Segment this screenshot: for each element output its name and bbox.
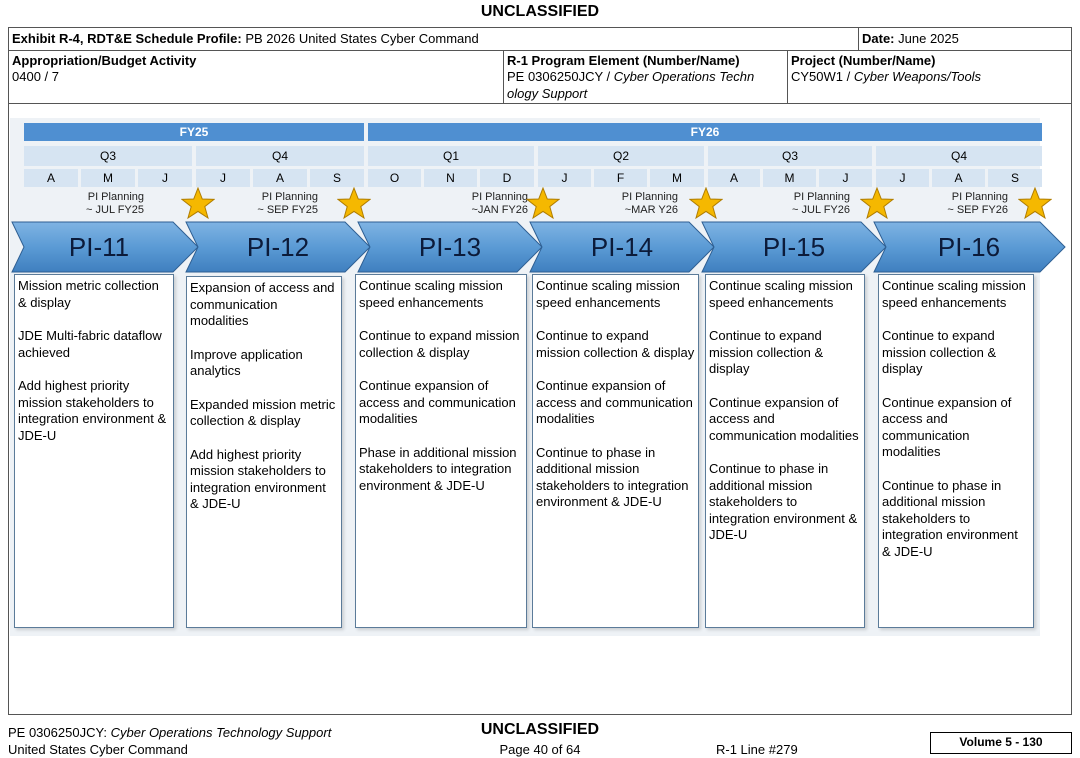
activity-column-pi-15 — [705, 274, 865, 628]
fiscal-year-bar: FY26 — [368, 123, 1042, 141]
month-cell: M — [763, 169, 816, 187]
activity-item: Add highest priority mission stakeholders to integration environment & JDE-U — [190, 446, 326, 511]
increment-label: PI-13 — [418, 232, 482, 262]
activity-item: Continue to expand mission collection & display — [882, 328, 997, 376]
activity-column-pi-12 — [186, 276, 342, 628]
month-cell: J — [138, 169, 192, 187]
r1-number: PE 0306250JCY / — [507, 69, 611, 84]
pi-planning-label: PI Planning ~ JUL FY25 — [86, 191, 144, 216]
classification-top: UNCLASSIFIED — [480, 3, 600, 20]
approp-value: 0400 / 7 — [12, 69, 59, 84]
activity-item: Improve application analytics — [190, 346, 303, 378]
footer-pe — [8, 724, 331, 741]
activity-item: Phase in additional mission stakeholders to integration environment & JDE-U — [359, 444, 517, 493]
month-cell: O — [368, 169, 421, 187]
activity-item: Continue scaling mission speed enhancements — [359, 278, 503, 310]
date-value: June 2025 — [898, 31, 959, 46]
fiscal-year-bar: FY25 — [24, 123, 364, 141]
month-cell: J — [819, 169, 872, 187]
activity-column-pi-14 — [532, 274, 699, 628]
month-cell: J — [538, 169, 591, 187]
page-number: Page 40 of 64 — [499, 742, 581, 757]
pi-planning-label: PI Planning ~ SEP FY25 — [257, 191, 318, 216]
month-cell: A — [24, 169, 78, 187]
month-cell: M — [650, 169, 704, 187]
month-cell: A — [932, 169, 985, 187]
increment-label: PI-12 — [246, 232, 310, 262]
month-cell: A — [253, 169, 307, 187]
pi-planning-label: PI Planning ~MAR Y26 — [621, 191, 678, 216]
quarter-cell: Q4 — [876, 146, 1042, 166]
r1-value-line2: ology Support — [507, 86, 588, 101]
pi-planning-label: PI Planning ~ SEP FY26 — [947, 191, 1008, 216]
exhibit-value: PB 2026 United States Cyber Command — [245, 31, 479, 46]
r1-label: R-1 Program Element (Number/Name) — [507, 53, 740, 68]
month-cell: D — [480, 169, 534, 187]
project-number: CY50W1 / — [791, 69, 851, 84]
classification-bottom: UNCLASSIFIED — [480, 721, 600, 738]
volume-box: Volume 5 - 130 — [930, 732, 1072, 754]
increment-label: PI-15 — [762, 232, 826, 262]
increment-label: PI-11 — [68, 232, 130, 262]
project-label: Project (Number/Name) — [791, 53, 936, 68]
activity-item: Expanded mission metric collection & display — [190, 396, 336, 428]
month-cell: J — [196, 169, 250, 187]
footer-pe-name: Cyber Operations Technology Support — [110, 725, 332, 740]
activity-item: Continue expansion of access and communication modalities — [536, 378, 693, 426]
activity-item: Continue scaling mission speed enhancements — [536, 278, 680, 310]
activity-item: JDE Multi-fabric dataflow achieved — [18, 328, 162, 360]
activity-item: Add highest priority mission stakeholders to integration environment & JDE-U — [18, 378, 167, 443]
month-cell: S — [310, 169, 364, 187]
activity-item: Continue to phase in additional mission stakeholders to integration environment & JDE-U — [536, 444, 689, 509]
month-cell: A — [708, 169, 760, 187]
month-cell: N — [424, 169, 477, 187]
activity-item: Expansion of access and communication modalities — [190, 280, 335, 328]
activity-item: Continue scaling mission speed enhancements — [709, 278, 853, 310]
month-cell: F — [594, 169, 647, 187]
exhibit-label: Exhibit R-4, RDT&E Schedule Profile: — [12, 31, 242, 46]
date-label: Date: — [862, 31, 895, 46]
increment-label: PI-16 — [937, 232, 1001, 262]
activity-item: Continue to expand mission collection & display — [709, 328, 824, 376]
activity-item: Continue expansion of access and communication modalities — [882, 394, 1012, 459]
footer-org: United States Cyber Command — [8, 742, 188, 757]
r1-line: R-1 Line #279 — [716, 742, 798, 757]
increment-label: PI-14 — [590, 232, 654, 262]
activity-item: Continue expansion of access and communication modalities — [359, 378, 516, 426]
activity-column-pi-13 — [355, 274, 527, 628]
quarter-cell: Q1 — [368, 146, 534, 166]
quarter-cell: Q3 — [708, 146, 872, 166]
approp-label: Appropriation/Budget Activity — [12, 53, 197, 68]
footer-pe-number: PE 0306250JCY: — [8, 725, 108, 740]
activity-column-pi-16 — [878, 274, 1034, 628]
activity-item: Continue expansion of access and communication modalities — [709, 394, 859, 443]
r1-name: Cyber Operations Techn — [613, 69, 755, 84]
pi-planning-label: PI Planning ~ JUL FY26 — [792, 191, 850, 216]
activity-item: Continue to phase in additional mission stakeholders to integration environment & JDE-U — [882, 477, 1018, 559]
activity-item: Mission metric collection & display — [18, 278, 159, 310]
quarter-cell: Q2 — [538, 146, 704, 166]
project-name: Cyber Weapons/Tools — [853, 69, 982, 84]
month-cell: M — [81, 169, 135, 187]
month-cell: J — [876, 169, 929, 187]
quarter-cell: Q3 — [24, 146, 192, 166]
pi-planning-label: PI Planning ~JAN FY26 — [471, 191, 528, 216]
activity-item: Continue to expand mission collection & display — [536, 328, 695, 360]
activity-item: Continue scaling mission speed enhancements — [882, 278, 1026, 310]
activity-column-pi-11 — [14, 274, 174, 628]
activity-item: Continue to expand mission collection & display — [359, 328, 520, 360]
month-cell: S — [988, 169, 1042, 187]
activity-item: Continue to phase in additional mission stakeholders to integration environment & JDE-U — [709, 461, 858, 542]
quarter-cell: Q4 — [196, 146, 364, 166]
